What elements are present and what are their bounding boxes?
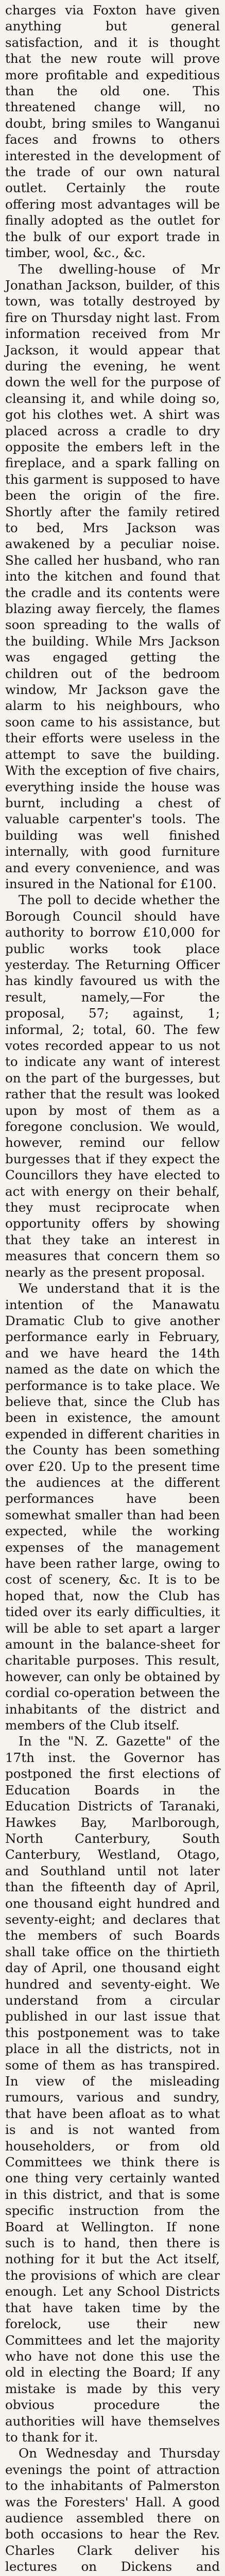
article-paragraph-lectures: On Wednesday and Thursday evenings the point of attraction to the inhabitants of Palmerston was the Foresters' Hall. A good audience assembled there on both occasions to hear the Rev. Charles Clark deliver his lectures on Dickens and <box>5 2446 220 2574</box>
article-paragraph-dramatic-club: We understand that it is the intention of the Manawatu Dramatic Club to give another performance early in February, and we have heard the 14th named as the date on which the performance is to take place. We believe that, since the Club has been in existence, the amount expended in different charities in the County has been something over £20. Up to the present time the audiences at the different performances have been somewhat smaller than had been expected, while the working expenses of the management have been rather large, owing to cost of scenery, &c. It is to be hoped that, now the Club has tided over its early difficulties, it will be able to set apart a larger amount in the balance-sheet for charitable purposes. This result, however, can only be obtained by cordial co-operation between the inhabitants of the district and members of the Club itself. <box>5 1281 220 1733</box>
article-paragraph-fire: The dwelling-house of Mr Jonathan Jackson, builder, of this town, was totally destroyed by fire on Thursday night last. From information received from Mr Jackson, it would appear that during the evening, he went down the well for the purpose of cleansing it, and while doing so, got his clothes wet. A shirt was placed across a cradle to dry opposite the embers left in the fireplace, and a spark falling on this garment is supposed to have been the origin of the fire. Shortly after the family retired to bed, Mrs Jackson was awakened by a peculiar noise. She called her husband, who ran into the kitchen and found that the cradle and its contents were blazing away fiercely, the flames soon spreading to the walls of the building. While Mrs Jackson was engaged getting the children out of the bedroom window, Mr Jackson gave the alarm to his neighbours, who soon came to his assistance, but their efforts were useless in the attempt to save the building. With the exception of five chairs, everything inside the house was burnt, including a chest of valuable carpenter's tools. The building was well finished internally, with good furniture and every convenience, and was insured in the National for £100. <box>5 261 220 891</box>
article-paragraph-route: charges via Foxton have given anything but general satisfaction, and it is thought that the new route will prove more profitable and expeditious than the old one. This threatened change will, no doubt, bring smiles to Wanganui faces and frowns to others interested in the development of the trade of our own natural outlet. Certainly the route offering most advantages will be finally adopted as the outlet for the bulk of our export trade in timber, wool, &c., &c. <box>5 3 220 261</box>
article-paragraph-education-boards: In the "N. Z. Gazette" of the 17th inst. the Governor has postponed the first elections of Education Boards in the Education Districts of Taranaki, Hawkes Bay, Marlborough, North Canterbury, South Canterbury, Westland, Otago, and Southland until not later than the fifteenth day of April, one thousand eight hundred and seventy-eight; and declares that the members of such Boards shall take office on the thirtieth day of April, one thousand eight hundred and seventy-eight. We understand from a circular published in our last issue that this postponement was to take place in all the districts, not in some of them as has transpired. In view of the misleading rumours, various and sundry, that have been afloat as to what is and is not wanted from householders, or from old Committees we think there is one thing very certainly wanted in this district, and that is some specific instruction from the Board at Wellington. If none such is to hand, then there is nothing for it but the Act itself, the provisions of which are clear enough. Let any School Districts that have taken time by the forelock, use their new Committees and let the majority who have not done this use the old in electing the Board; If any mistake is made by this very obvious procedure the authorities will have themselves to thank for it. <box>5 1734 220 2445</box>
article-paragraph-poll: The poll to decide whether the Borough Council should have authority to borrow £10,000 for public works took place yesterday. The Returning Officer has kindly favoured us with the result, namely,—For the proposal, 57; against, 1; informal, 2; total, 60. The few votes recorded appear to us not to indicate any want of interest on the part of the burgesses, but rather that the result was looked upon by most of them as a foregone conclusion. We would, however, remind our fellow burgesses that if they expect the Councillors they have elected to act with energy on their behalf, they must reciprocate when opportunity offers by showing that they take an interest in measures that concern them so nearly as the present proposal. <box>5 892 220 1280</box>
